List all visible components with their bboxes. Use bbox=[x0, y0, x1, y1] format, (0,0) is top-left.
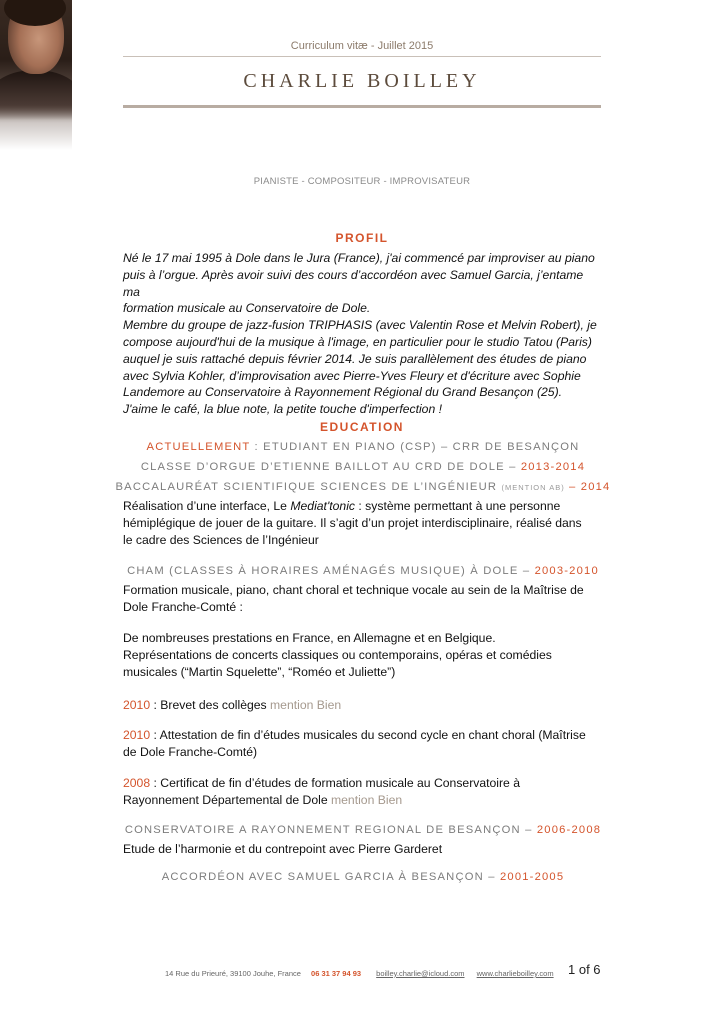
footer-website-link[interactable]: www.charlieboilley.com bbox=[476, 969, 554, 978]
footer-email-link[interactable]: boilley.charlie@icloud.com bbox=[376, 969, 465, 978]
orgue-text: CLASSE D’ORGUE D’ETIENNE BAILLOT AU CRD DE DOLE – bbox=[140, 461, 521, 473]
item-mention: mention Bien bbox=[270, 698, 342, 712]
bac-years: 2014 bbox=[580, 481, 611, 493]
cham-desc-line: Dole Franche-Comté : bbox=[123, 599, 243, 614]
education-heading-crr bbox=[110, 824, 616, 836]
item-text-line: Rayonnement Départemental de Dole bbox=[123, 792, 331, 807]
presta-line: Représentations de concerts classiques ou contemporains, opéras et comédies bbox=[123, 647, 552, 662]
presta-line: musicales (“Martin Squelette”, “Roméo et Juliette”) bbox=[123, 664, 396, 679]
item-text: : Attestation de fin d’études musicales du second cycle en chant choral (Maîtrise bbox=[150, 728, 586, 742]
section-title-profil: PROFIL bbox=[335, 231, 389, 245]
item-text-line: de Dole Franche-Comté) bbox=[123, 744, 258, 759]
accordeon-text: ACCORDÉON AVEC SAMUEL GARCIA À BESANÇON – bbox=[161, 871, 500, 883]
bac-description bbox=[123, 498, 603, 548]
item-brevet bbox=[123, 697, 603, 714]
profil-line: Landemore au Conservatoire à Rayonnement Régional du Grand Besançon (25). bbox=[123, 385, 563, 400]
page-number: 1 of 6 bbox=[568, 962, 601, 977]
item-year: 2008 bbox=[123, 776, 151, 790]
profil-line: Né le 17 mai 1995 à Dole dans le Jura (France), j'ai commencé par improviser au piano bbox=[123, 251, 595, 265]
crr-years: 2006-2008 bbox=[536, 824, 602, 836]
footer-contact bbox=[165, 969, 559, 978]
orgue-years: 2013-2014 bbox=[520, 461, 586, 473]
cham-years: 2003-2010 bbox=[534, 565, 599, 577]
profil-line: avec Sylvia Kohler, d’improvisation avec Pierre-Yves Fleury et d'écriture avec Sophie bbox=[123, 368, 581, 383]
education-heading-current bbox=[110, 441, 616, 453]
profile-photo bbox=[0, 0, 72, 150]
cham-description bbox=[123, 582, 603, 616]
current-text: : ETUDIANT EN PIANO (CSP) – CRR DE BESANÇON bbox=[250, 441, 580, 453]
profil-text bbox=[123, 250, 603, 418]
item-text: : Certificat de fin d’études de formation musicale au Conservatoire à bbox=[150, 776, 520, 790]
item-year: 2010 bbox=[123, 728, 151, 742]
footer-address: 14 Rue du Prieuré, 39100 Jouhe, France bbox=[165, 969, 301, 978]
item-mention: mention Bien bbox=[331, 792, 403, 807]
bac-sep: – bbox=[564, 481, 581, 493]
prestations-description bbox=[123, 630, 603, 680]
bac-mention: (MENTION AB) bbox=[501, 483, 565, 492]
current-label: ACTUELLEMENT bbox=[146, 441, 251, 453]
bac-desc-part: : système permettant à une personne bbox=[355, 499, 561, 513]
mediattonic-title: Mediat'tonic bbox=[290, 499, 356, 513]
item-year: 2010 bbox=[123, 698, 151, 712]
cham-desc-line: Formation musicale, piano, chant choral et technique vocale au sein de la Maîtrise de bbox=[123, 583, 584, 597]
cham-text: CHAM (CLASSES À HORAIRES AMÉNAGÉS MUSIQUE) À DOLE – bbox=[127, 565, 535, 577]
bac-text: BACCALAURÉAT SCIENTIFIQUE SCIENCES DE L’INGÉNIEUR bbox=[115, 481, 502, 493]
accordeon-years: 2001-2005 bbox=[499, 871, 565, 883]
profil-line: auquel je suis rattaché depuis février 2014. Je suis parallèlement des études de piano bbox=[123, 351, 587, 366]
crr-text: CONSERVATOIRE A RAYONNEMENT REGIONAL DE BESANÇON – bbox=[124, 824, 537, 836]
divider-thick bbox=[123, 105, 601, 108]
item-text: : Brevet des collèges bbox=[150, 698, 271, 712]
profil-line: compose aujourd'hui de la musique à l'image, en particulier pour le studio Tatou (Paris) bbox=[123, 334, 592, 349]
profil-line: formation musicale au Conservatoire de Dole. bbox=[123, 301, 371, 316]
item-certificat bbox=[123, 775, 603, 809]
bac-desc-line: le cadre des Sciences de l’Ingénieur bbox=[123, 532, 319, 547]
education-heading-cham bbox=[110, 565, 616, 577]
profession-subtitle: PIANISTE - COMPOSITEUR - IMPROVISATEUR bbox=[253, 176, 471, 187]
section-title-education: EDUCATION bbox=[320, 420, 404, 434]
bac-desc-line: hémiplégique de jouer de la guitare. Il s’agit d’un projet interdisciplinaire, réalisé dans bbox=[123, 515, 582, 530]
cv-date-header: Curriculum vitæ - Juillet 2015 bbox=[290, 40, 434, 52]
education-heading-bac bbox=[110, 481, 616, 493]
profil-line: J'aime le café, la blue note, la petite touche d'imperfection ! bbox=[123, 402, 443, 417]
education-heading-orgue bbox=[110, 461, 616, 473]
harmonie-description: Etude de l’harmonie et du contrepoint avec Pierre Garderet bbox=[123, 842, 443, 856]
profil-line: Membre du groupe de jazz-fusion TRIPHASIS (avec Valentin Rose et Melvin Robert), je bbox=[123, 318, 597, 333]
profil-line: puis à l’orgue. Après avoir suivi des cours d’accordéon avec Samuel Garcia, j’entame ma bbox=[123, 267, 584, 299]
education-heading-accordeon bbox=[110, 871, 616, 883]
presta-line: De nombreuses prestations en France, en Allemagne et en Belgique. bbox=[123, 631, 496, 645]
footer-phone: 06 31 37 94 93 bbox=[311, 969, 362, 978]
item-attestation bbox=[123, 727, 603, 761]
bac-desc-part: Réalisation d’une interface, Le bbox=[123, 499, 291, 513]
divider bbox=[123, 56, 601, 57]
person-name: CHARLIE BOILLEY bbox=[243, 70, 481, 92]
